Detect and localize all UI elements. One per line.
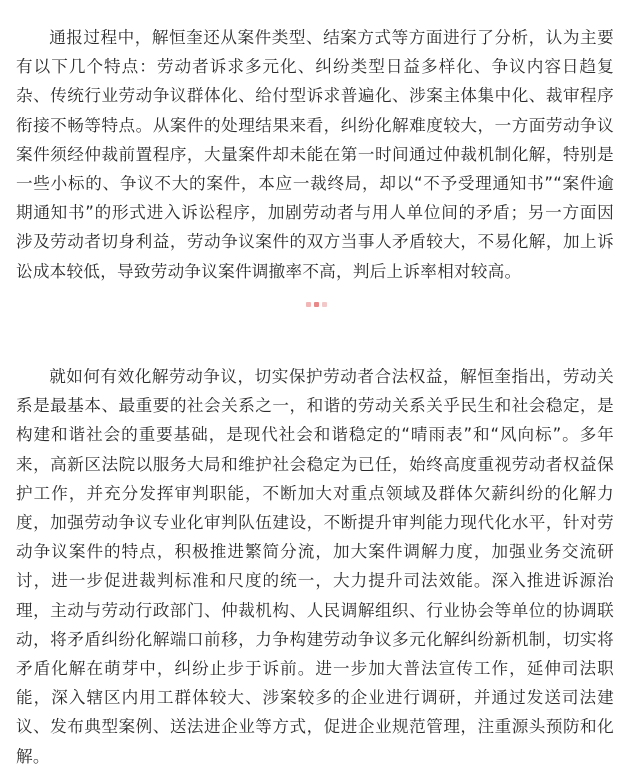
article-paragraph-2: 就如何有效化解劳动争议，切实保护劳动者合法权益，解恒奎指出，劳动关系是最基本、最重要的社会关系之一，和谐的劳动关系关乎民生和社会稳定，是构建和谐社会的重要基础，是现代社会和谐稳定的“晴雨表”和“风向标”。多年来，高新区法院以服务大局和维护社会稳定为已任，始终高度重视劳动者权益保护工作，并充分发挥审判职能，不断加大对重点领域及群体欠薪纠纷的化解力度，加强劳动争议专业化审判队伍建设，不断提升审判能力现代化水平，针对劳动争议案件的特点，积极推进繁简分流，加大案件调解力度，加强业务交流研讨，进一步促进裁判标准和尺度的统一，大力提升司法效能。深入推进诉源治理，主动与劳动行政部门、仲裁机构、人民调解组织、行业协会等单位的协调联动，将矛盾纠纷化解端口前移，力争构建劳动争议多元化解纠纷新机制，切实将矛盾化解在萌芽中，纠纷止步于诉前。进一步加大普法宣传工作，延伸司法职能，深入辖区内用工群体较大、涉案较多的企业进行调研，并通过发送司法建议、发布典型案例、送法进企业等方式，促进企业规范管理，注重源头预防和化解。 xyxy=(16,367,614,766)
divider-dot xyxy=(314,302,319,307)
divider-dot xyxy=(306,302,311,307)
article-paragraph-1: 通报过程中，解恒奎还从案件类型、结案方式等方面进行了分析，认为主要有以下几个特点：劳动者诉求多元化、纠纷类型日益多样化、争议内容日趋复杂、传统行业劳动争议群体化、给付型诉求普遍化、涉案主体集中化、裁审程序衔接不畅等特点。从案件的处理结果来看，纠纷化解难度较大，一方面劳动争议案件须经仲裁前置程序，大量案件却未能在第一时间通过仲裁机制化解，特别是一些小标的、争议不大的案件，本应一裁终局，却以“不予受理通知书”“案件逾期通知书”的形式进入诉讼程序，加剧劳动者与用人单位间的矛盾；另一方面因涉及劳动者切身利益，劳动争议案件的双方当事人矛盾较大，不易化解，加上诉讼成本较低，导致劳动争议案件调撤率不高，判后上诉率相对较高。 xyxy=(16,28,614,281)
divider-dot xyxy=(322,302,327,307)
three-dot-divider-icon xyxy=(306,300,330,308)
